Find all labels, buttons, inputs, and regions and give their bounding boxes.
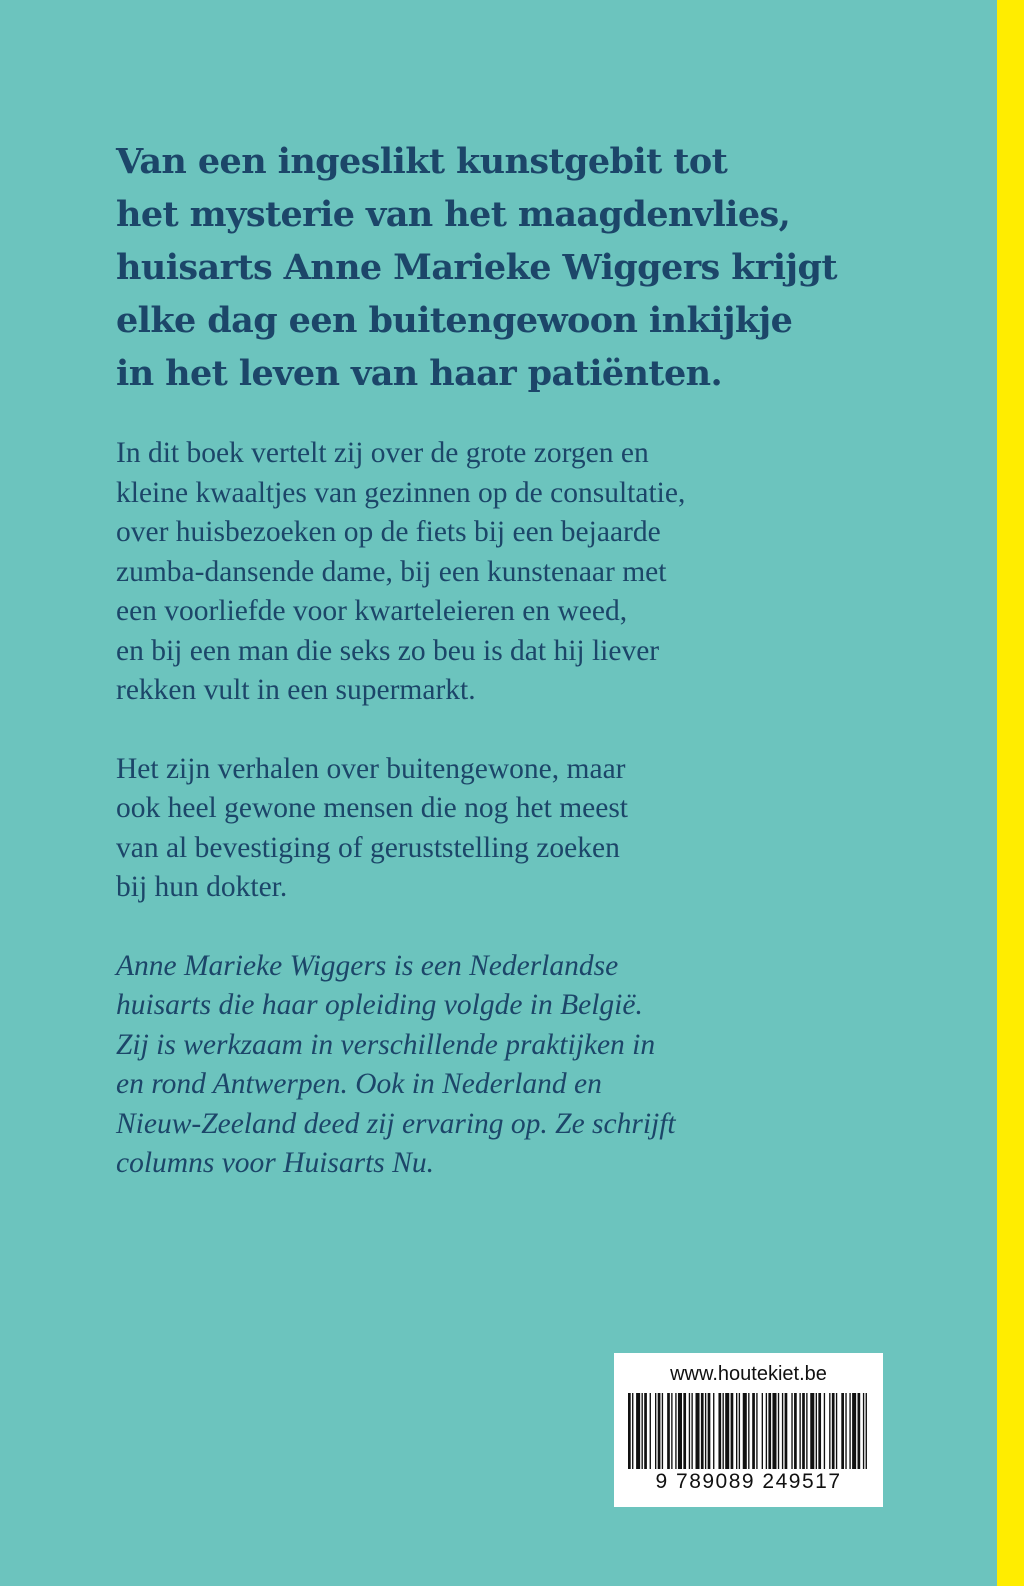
barcode-bar (816, 1393, 817, 1469)
barcode-bar (772, 1393, 776, 1469)
barcode-bar (866, 1393, 867, 1469)
barcode-bar (642, 1393, 643, 1469)
barcode-bar (678, 1393, 682, 1469)
barcode-bar (713, 1393, 714, 1469)
paragraph-line: rekken vult in een supermarkt. (116, 674, 476, 706)
barcode-bar (836, 1393, 837, 1469)
barcode-bar (832, 1393, 835, 1469)
paragraph-line: over huisbezoeken op de fiets bij een bejaarde (116, 516, 661, 548)
barcode-bar (708, 1393, 711, 1469)
paragraph-line: bij hun dokter. (116, 871, 288, 903)
barcode-bar (794, 1393, 797, 1469)
description-paragraph (116, 434, 816, 711)
barcode-bar (863, 1393, 864, 1469)
paragraph-line: zumba-dansende dame, bij een kunstenaar met (116, 555, 667, 588)
barcode-bar (806, 1393, 807, 1469)
barcode-bar (739, 1393, 740, 1469)
barcode-bar (689, 1393, 690, 1469)
barcode-bar (691, 1393, 692, 1469)
barcode-bar (667, 1393, 670, 1469)
barcode-bar (829, 1393, 830, 1469)
author-bio (116, 947, 816, 1184)
barcode-bar (650, 1393, 651, 1469)
bio-line: huisarts die haar opleiding volgde in België. (116, 989, 643, 1021)
barcode-bar (683, 1393, 686, 1469)
barcode-bar (705, 1393, 706, 1469)
barcode-bar (824, 1393, 825, 1469)
barcode-bar (841, 1393, 844, 1469)
paragraph-line: ook heel gewone mensen die nog het meest (116, 792, 629, 824)
bio-line: Zij is werkzaam in verschillende praktijken in (116, 1028, 656, 1061)
barcode-bar (852, 1393, 856, 1469)
barcode-bar (858, 1393, 861, 1469)
publisher-website: www.houtekiet.be (670, 1363, 827, 1385)
lead-line: Van een ingeslikt kunstgebit tot (116, 141, 728, 182)
barcode-bar (632, 1393, 633, 1469)
barcode-bar (671, 1393, 672, 1469)
barcode-bar (785, 1393, 788, 1469)
barcode-bar (810, 1393, 814, 1469)
barcode-bar (696, 1393, 700, 1469)
barcode-bar (718, 1393, 721, 1469)
back-cover-text (116, 135, 837, 1184)
lead-line: in het leven van haar patiënten. (116, 353, 723, 394)
isbn-number: 9 789089 249517 (655, 1470, 842, 1493)
bio-line: columns voor Huisarts Nu. (116, 1147, 434, 1179)
bio-line: Nieuw-Zeeland deed zij ervaring op. Ze schrijft (116, 1107, 676, 1140)
barcode-bar (743, 1393, 747, 1469)
barcode-bar (782, 1393, 783, 1469)
isbn-barcode (614, 1353, 883, 1507)
barcode-bar (791, 1393, 792, 1469)
summary-paragraph (116, 750, 816, 908)
barcode-bar (778, 1393, 779, 1469)
barcode-bar (756, 1393, 757, 1469)
barcode-bar (799, 1393, 800, 1469)
barcode-bar (644, 1393, 647, 1469)
barcode-bar (628, 1393, 631, 1469)
paragraph-line: en bij een man die seks zo beu is dat hij liever (116, 634, 660, 667)
bio-line: Anne Marieke Wiggers is een Nederlandse (116, 949, 619, 982)
lead-line: huisarts Anne Marieke Wiggers krijgt (116, 247, 837, 288)
barcode-bar (662, 1393, 663, 1469)
barcode-bar (675, 1393, 676, 1469)
barcode-bar (731, 1393, 734, 1469)
paragraph-line: kleine kwaaltjes van gezinnen op de consultatie, (116, 476, 686, 509)
paragraph-line: een voorliefde voor kwarteleieren en weed, (116, 595, 628, 627)
barcode-bar (636, 1393, 640, 1469)
barcode-bar (752, 1393, 755, 1469)
barcode-bar (818, 1393, 821, 1469)
barcode-bars (628, 1393, 869, 1469)
paragraph-line: In dit boek vertelt zij over de grote zorgen en (116, 437, 649, 469)
barcode-bar (762, 1393, 763, 1469)
barcode-bar (845, 1393, 846, 1469)
barcode-bar (658, 1393, 661, 1469)
barcode-bar (768, 1393, 771, 1469)
barcode-bar (701, 1393, 704, 1469)
spine-color-strip (997, 0, 1024, 1586)
paragraph-line: van al bevestiging of geruststelling zoeken (116, 831, 620, 864)
barcode-bar (802, 1393, 805, 1469)
lead-line: elke dag een buitengewoon inkijkje (116, 300, 793, 341)
bio-line: en rond Antwerpen. Ook in Nederland en (116, 1068, 602, 1100)
barcode-bar (723, 1393, 724, 1469)
barcode-bar (736, 1393, 737, 1469)
paragraph-line: Het zijn verhalen over buitengewone, maar (116, 752, 626, 785)
lead-line: het mysterie van het maagdenvlies, (116, 194, 791, 235)
barcode-bar (766, 1393, 767, 1469)
lead-blurb (116, 135, 837, 400)
barcode-bar (725, 1393, 729, 1469)
barcode-bar (655, 1393, 656, 1469)
barcode-bar (748, 1393, 749, 1469)
barcode-bar (849, 1393, 850, 1469)
